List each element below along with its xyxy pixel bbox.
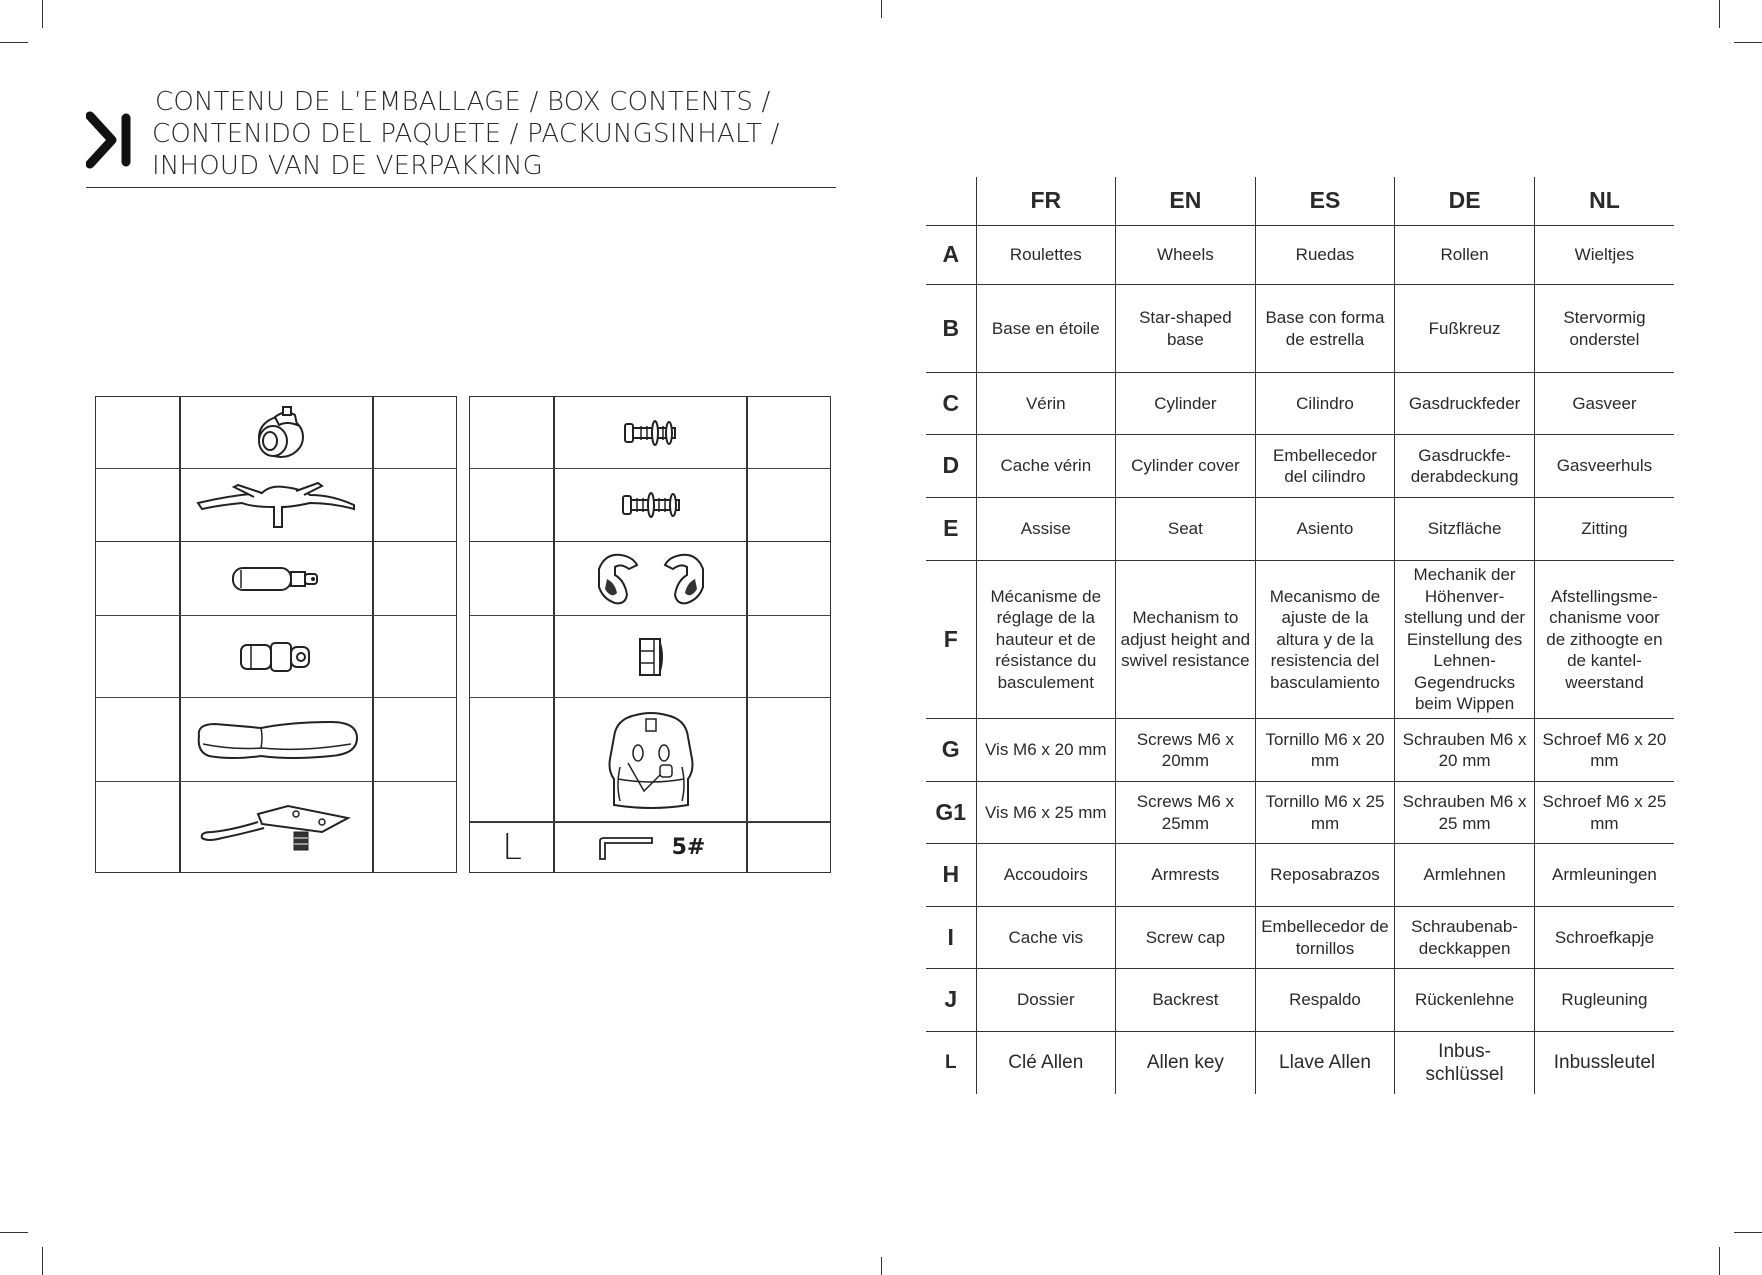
page-title	[152, 86, 780, 182]
row-letter: G	[926, 719, 976, 782]
part-letter	[470, 542, 554, 615]
table-row	[926, 782, 1674, 844]
cell-de: Rückenlehne	[1395, 969, 1535, 1032]
header-nl: NL	[1534, 177, 1674, 226]
cell-nl: Zitting	[1534, 498, 1674, 561]
cell-en: Backrest	[1116, 969, 1256, 1032]
part-drawing-cell	[180, 782, 373, 872]
row-letter: I	[926, 907, 976, 969]
chevron-arrow-icon	[86, 110, 136, 170]
header-en: EN	[1116, 177, 1256, 226]
backrest-icon	[596, 707, 706, 813]
header-de: DE	[1395, 177, 1535, 226]
part-letter	[96, 469, 180, 541]
cell-fr: Roulettes	[976, 226, 1116, 285]
crop-mark	[881, 1257, 882, 1275]
row-letter: E	[926, 498, 976, 561]
cell-nl: Gasveerhuls	[1534, 435, 1674, 498]
title-line: CONTENIDO DEL PAQUETE / PACKUNGSINHALT /	[152, 119, 780, 149]
part-letter	[96, 616, 180, 697]
title-line: CONTENU DE L’EMBALLAGE / BOX CONTENTS /	[155, 87, 771, 117]
part-letter	[96, 698, 180, 781]
cell-en: Mechanism to adjust height and swivel resistance	[1116, 561, 1256, 719]
cell-fr: Vérin	[976, 373, 1116, 435]
crop-mark	[0, 1232, 28, 1233]
part-row-a	[96, 397, 456, 469]
cell-fr: Clé Allen	[976, 1032, 1116, 1094]
crop-mark	[1734, 1232, 1762, 1233]
allen-key-size: 5#	[671, 835, 706, 860]
cell-fr: Vis M6 x 25 mm	[976, 782, 1116, 844]
part-row-g	[470, 397, 830, 469]
cell-en: Star-shaped base	[1116, 285, 1256, 373]
cell-de: Sitzfläche	[1395, 498, 1535, 561]
cell-de: Fußkreuz	[1395, 285, 1535, 373]
part-drawing-cell	[554, 397, 747, 468]
row-letter: L	[926, 1032, 976, 1094]
part-drawing-cell	[180, 616, 373, 697]
part-row-b	[96, 469, 456, 542]
cell-de: Mechanik der Höhenver-stellung und der Einstellung des Lehnen-Gegendrucks beim Wippen	[1395, 561, 1535, 719]
cell-es: Mecanismo de ajuste de la altura y de la resistencia del basculamiento	[1255, 561, 1395, 719]
table-row	[926, 844, 1674, 907]
cell-nl: Schroef M6 x 20 mm	[1534, 719, 1674, 782]
cell-es: Tornillo M6 x 25 mm	[1255, 782, 1395, 844]
cell-es: Ruedas	[1255, 226, 1395, 285]
header-corner	[926, 177, 976, 226]
cell-de: Armlehnen	[1395, 844, 1535, 907]
cell-fr: Assise	[976, 498, 1116, 561]
part-qty-cell	[747, 616, 830, 697]
cell-en: Screws M6 x 20mm	[1116, 719, 1256, 782]
part-drawing-cell	[554, 542, 747, 615]
part-row-d	[96, 616, 456, 698]
cell-en: Cylinder	[1116, 373, 1256, 435]
parts-grid-right	[469, 396, 831, 873]
crop-mark	[1719, 0, 1720, 28]
part-letter	[96, 782, 180, 872]
part-row-e	[96, 698, 456, 782]
table-row	[926, 226, 1674, 285]
row-letter: H	[926, 844, 976, 907]
screw-cap-icon	[636, 635, 666, 679]
cell-nl: Schroef M6 x 25 mm	[1534, 782, 1674, 844]
part-drawing-cell	[180, 698, 373, 781]
cell-es: Embellecedor de tornillos	[1255, 907, 1395, 969]
part-letter	[96, 542, 180, 615]
part-letter	[470, 698, 554, 821]
cell-de: Rollen	[1395, 226, 1535, 285]
part-drawing-cell	[554, 616, 747, 697]
crop-mark	[1734, 42, 1762, 43]
part-qty-cell	[747, 469, 830, 541]
cell-de: Schraubenab-deckkappen	[1395, 907, 1535, 969]
wheel-caster-icon	[245, 403, 309, 463]
cell-fr: Mécanisme de réglage de la hauteur et de résistance du basculement	[976, 561, 1116, 719]
cell-es: Cilindro	[1255, 373, 1395, 435]
row-letter: A	[926, 226, 976, 285]
cell-es: Reposabrazos	[1255, 844, 1395, 907]
part-letter	[470, 397, 554, 468]
table-row	[926, 1032, 1674, 1094]
title-line: INHOUD VAN DE VERPAKKING	[152, 151, 544, 181]
part-drawing-cell	[554, 469, 747, 541]
cell-fr: Base en étoile	[976, 285, 1116, 373]
cell-fr: Cache vis	[976, 907, 1116, 969]
cell-en: Armrests	[1116, 844, 1256, 907]
part-letter	[470, 616, 554, 697]
cell-de: Schrauben M6 x 25 mm	[1395, 782, 1535, 844]
crop-mark	[1719, 1247, 1720, 1275]
parts-grid-left	[95, 396, 457, 873]
row-letter: F	[926, 561, 976, 719]
gas-cylinder-icon	[227, 562, 327, 596]
tilt-mechanism-icon	[192, 792, 362, 862]
page-heading	[86, 86, 836, 182]
cell-de: Inbus-schlüssel	[1395, 1032, 1535, 1094]
row-letter: C	[926, 373, 976, 435]
cell-en: Screws M6 x 25mm	[1116, 782, 1256, 844]
part-qty-cell	[373, 698, 456, 781]
row-letter: B	[926, 285, 976, 373]
crop-mark	[881, 0, 882, 18]
cell-nl: Afstellingsme-chanisme voor de zithoogte en de kantel-weerstand	[1534, 561, 1674, 719]
glossary-header-row	[926, 177, 1674, 226]
table-row	[926, 285, 1674, 373]
cell-en: Wheels	[1116, 226, 1256, 285]
screw-short-icon	[621, 418, 681, 448]
part-drawing-cell	[180, 469, 373, 541]
cell-nl: Armleuningen	[1534, 844, 1674, 907]
parts-glossary-table	[926, 177, 1674, 1094]
part-drawing-cell	[180, 397, 373, 468]
crop-mark	[0, 42, 28, 43]
cell-en: Cylinder cover	[1116, 435, 1256, 498]
table-row	[926, 561, 1674, 719]
crop-mark	[42, 1247, 43, 1275]
part-qty-cell	[747, 542, 830, 615]
cell-de: Schrauben M6 x 20 mm	[1395, 719, 1535, 782]
cell-fr: Cache vérin	[976, 435, 1116, 498]
cylinder-cover-icon	[237, 639, 317, 675]
table-row	[926, 498, 1674, 561]
cell-nl: Inbussleutel	[1534, 1032, 1674, 1094]
part-letter: L	[501, 827, 523, 868]
cell-es: Asiento	[1255, 498, 1395, 561]
cell-en: Allen key	[1116, 1032, 1256, 1094]
cell-en: Screw cap	[1116, 907, 1256, 969]
crop-mark	[42, 0, 43, 28]
part-drawing-cell	[554, 698, 747, 821]
cell-fr: Accoudoirs	[976, 844, 1116, 907]
cell-de: Gasdruckfeder	[1395, 373, 1535, 435]
cell-fr: Vis M6 x 20 mm	[976, 719, 1116, 782]
part-drawing-cell	[180, 542, 373, 615]
cell-nl: Schroefkapje	[1534, 907, 1674, 969]
allen-key-icon	[596, 835, 656, 861]
part-qty-cell	[373, 469, 456, 541]
part-qty-cell	[747, 397, 830, 468]
row-letter: J	[926, 969, 976, 1032]
heading-divider	[86, 187, 836, 188]
part-qty-cell	[373, 616, 456, 697]
part-letter	[470, 469, 554, 541]
cell-en: Seat	[1116, 498, 1256, 561]
screw-long-icon	[619, 490, 683, 520]
part-qty-cell	[747, 698, 830, 821]
table-row	[926, 719, 1674, 782]
row-letter: G1	[926, 782, 976, 844]
table-row	[926, 435, 1674, 498]
part-qty-cell	[373, 397, 456, 468]
star-base-icon	[192, 477, 362, 533]
part-row-i	[470, 616, 830, 698]
part-letter	[96, 397, 180, 468]
part-qty-cell	[373, 782, 456, 872]
cell-fr: Dossier	[976, 969, 1116, 1032]
part-qty-cell	[373, 542, 456, 615]
cell-de: Gasdruckfe-derabdeckung	[1395, 435, 1535, 498]
cell-es: Llave Allen	[1255, 1032, 1395, 1094]
cell-nl: Gasveer	[1534, 373, 1674, 435]
row-letter: D	[926, 435, 976, 498]
cell-es: Base con forma de estrella	[1255, 285, 1395, 373]
part-drawing-cell	[554, 823, 747, 872]
cell-es: Tornillo M6 x 20 mm	[1255, 719, 1395, 782]
part-row-g1	[470, 469, 830, 542]
armrests-icon	[591, 547, 711, 611]
part-row-l	[470, 822, 830, 872]
part-row-h	[470, 542, 830, 616]
cell-nl: Stervormig onderstel	[1534, 285, 1674, 373]
cell-es: Respaldo	[1255, 969, 1395, 1032]
table-row	[926, 907, 1674, 969]
cell-nl: Wieltjes	[1534, 226, 1674, 285]
cell-nl: Rugleuning	[1534, 969, 1674, 1032]
table-row	[926, 373, 1674, 435]
part-row-f	[96, 782, 456, 872]
seat-cushion-icon	[191, 714, 363, 766]
part-row-j	[470, 698, 830, 822]
cell-es: Embellecedor del cilindro	[1255, 435, 1395, 498]
table-row	[926, 969, 1674, 1032]
part-row-c	[96, 542, 456, 616]
part-qty-cell	[747, 823, 830, 872]
header-es: ES	[1255, 177, 1395, 226]
header-fr: FR	[976, 177, 1116, 226]
